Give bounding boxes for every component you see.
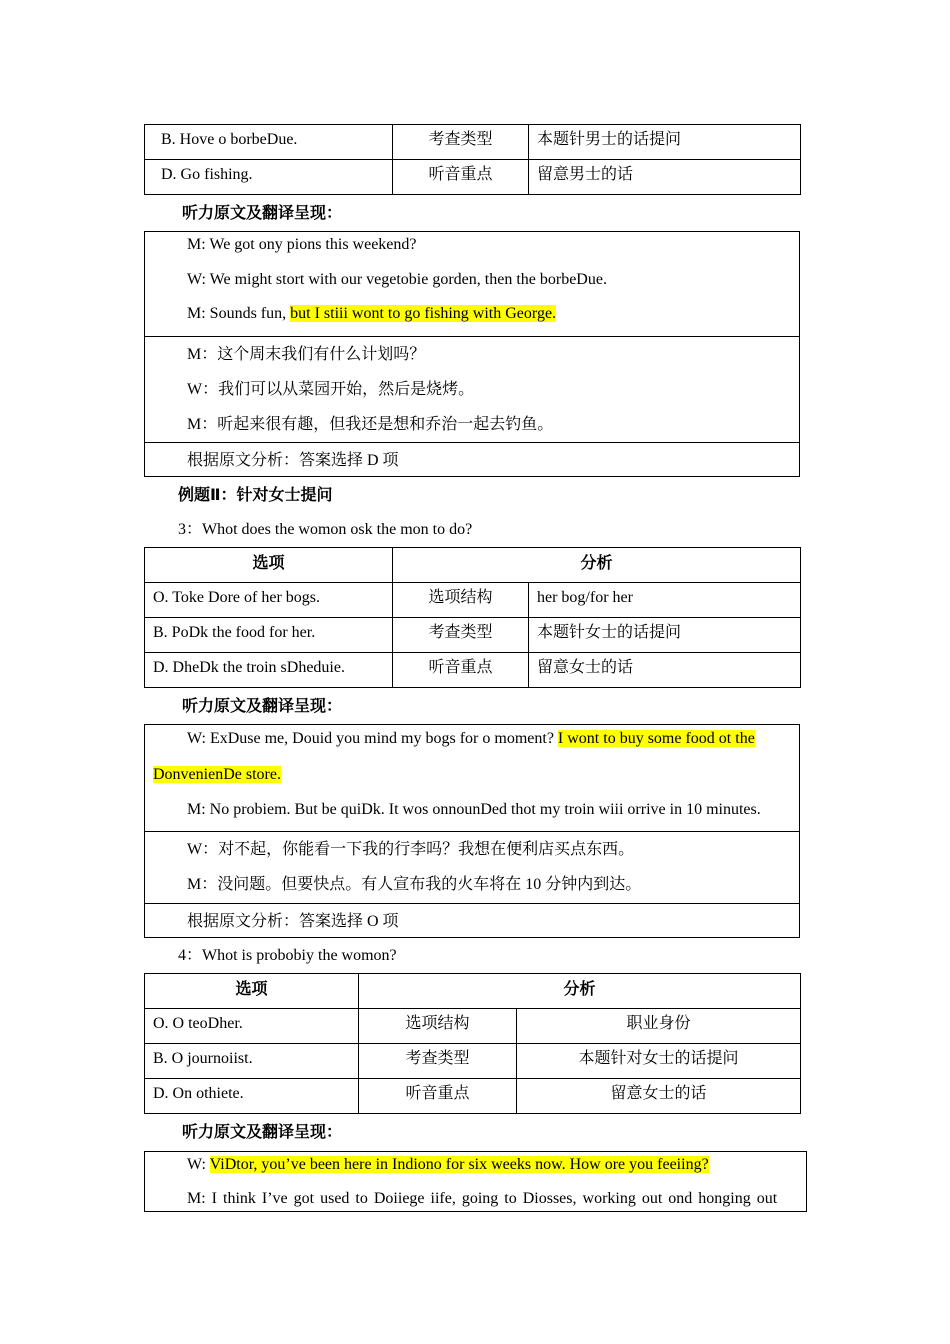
transcript-box-q4: [144, 1151, 807, 1212]
english-transcript: [145, 232, 799, 337]
translation-line: M：听起来很有趣，但我还是想和乔治一起去钓鱼。: [187, 416, 554, 433]
header-option: 选项: [145, 548, 393, 583]
transcript-line: M: I think I’ve got used to Doiiege iife, going to Diosses, working out ond honging out: [187, 1190, 778, 1207]
transcript-line: [187, 730, 755, 748]
table-row: [145, 125, 801, 160]
value-cell: 本题针男士的话提问: [529, 125, 801, 160]
options-table-q3: [144, 547, 801, 688]
translation-line: W：对不起，你能看一下我的行李吗？我想在便利店买点东西。: [187, 841, 635, 858]
options-table-example1: [144, 124, 801, 195]
table-row: [145, 1009, 801, 1044]
value-cell: 本题针对女士的话提问: [517, 1044, 801, 1079]
analysis-text: 根据原文分析：答案选择 D 项: [187, 452, 399, 469]
header-option: 选项: [145, 974, 359, 1009]
section-heading: 听力原文及翻译呈现：: [182, 203, 343, 222]
option-cell: B. PoDk the food for her.: [145, 618, 393, 653]
table-row: [145, 1044, 801, 1079]
example2-title: 例题Ⅱ：针对女士提问: [178, 485, 333, 504]
highlighted-answer: I wont to buy some food ot the: [557, 730, 755, 747]
section-heading: 听力原文及翻译呈现：: [182, 1122, 343, 1141]
highlighted-answer: DonvenienDe store.: [153, 766, 281, 783]
value-cell: 职业身份: [517, 1009, 801, 1044]
transcript-box-q3: [144, 724, 800, 938]
table-header-row: [145, 548, 801, 583]
transcript-line: M: No probiem. But be quiDk. It wos onnounDed thot my troin wiii orrive in 10 minutes.: [187, 801, 761, 818]
translation-line: M：这个周末我们有什么计划吗？: [187, 346, 426, 363]
analysis-row: [145, 904, 799, 939]
label-cell: 听音重点: [359, 1079, 517, 1114]
analysis-row: [145, 443, 799, 478]
question-4: 4：Whot is probobiy the womon?: [178, 947, 397, 964]
table-row: [145, 1079, 801, 1114]
transcript-line: W: We might stort with our vegetobie gorden, then the borbeDue.: [187, 271, 607, 288]
transcript-line: [187, 305, 556, 323]
table-row: [145, 618, 801, 653]
transcript-text: W:: [187, 1156, 210, 1173]
option-cell: D. DheDk the troin sDheduie.: [145, 653, 393, 688]
analysis-text: 根据原文分析：答案选择 O 项: [187, 913, 399, 930]
header-analysis: 分析: [359, 974, 801, 1009]
option-cell: O. O teoDher.: [145, 1009, 359, 1044]
header-analysis: 分析: [393, 548, 801, 583]
table-row: [145, 160, 801, 195]
chinese-translation: [145, 832, 799, 904]
value-cell: 本题针女士的话提问: [529, 618, 801, 653]
label-cell: 选项结构: [393, 583, 529, 618]
english-transcript: [145, 725, 799, 832]
transcript-line: M: We got ony pions this weekend?: [187, 236, 417, 253]
table-header-row: [145, 974, 801, 1009]
translation-line: M：没问题。但要快点。有人宣布我的火车将在 10 分钟内到达。: [187, 876, 642, 893]
highlighted-answer: ViDtor, you’ve been here in Indiono for six weeks now. How ore you feeiing?: [209, 1156, 709, 1173]
transcript-text: W: ExDuse me, Douid you mind my bogs for o moment?: [187, 730, 558, 747]
transcript-line: [187, 1156, 709, 1174]
options-table-q4: [144, 973, 801, 1114]
value-cell: 留意男士的话: [529, 160, 801, 195]
value-cell: 留意女士的话: [529, 653, 801, 688]
option-cell: O. Toke Dore of her bogs.: [145, 583, 393, 618]
translation-line: W：我们可以从菜园开始，然后是烧烤。: [187, 381, 475, 398]
table-row: [145, 583, 801, 618]
highlighted-answer: but I stiii wont to go fishing with George.: [290, 305, 557, 322]
transcript-text: M: Sounds fun,: [187, 305, 291, 322]
value-cell: her bog/for her: [529, 583, 801, 618]
label-cell: 选项结构: [359, 1009, 517, 1044]
option-cell: D. On othiete.: [145, 1079, 359, 1114]
label-cell: 考查类型: [393, 125, 529, 160]
value-cell: 留意女士的话: [517, 1079, 801, 1114]
label-cell: 听音重点: [393, 653, 529, 688]
chinese-translation: [145, 337, 799, 443]
option-cell: B. Hove o borbeDue.: [145, 125, 393, 160]
transcript-line: [153, 766, 281, 784]
label-cell: 考查类型: [359, 1044, 517, 1079]
table-row: [145, 653, 801, 688]
transcript-box-example1: [144, 231, 800, 477]
label-cell: 听音重点: [393, 160, 529, 195]
section-heading: 听力原文及翻译呈现：: [182, 696, 343, 715]
question-3: 3：Whot does the womon osk the mon to do?: [178, 521, 473, 538]
option-cell: B. O journoiist.: [145, 1044, 359, 1079]
option-cell: D. Go fishing.: [145, 160, 393, 195]
label-cell: 考查类型: [393, 618, 529, 653]
